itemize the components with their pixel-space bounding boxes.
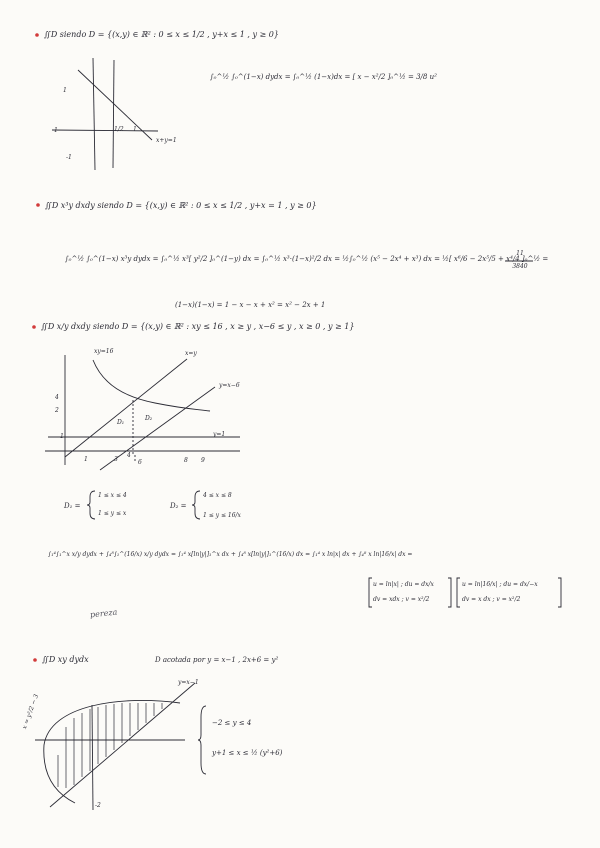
problem-2-side-note: (1−x)(1−x) = 1 − x − x + x² = x² − 2x + 1 bbox=[175, 301, 326, 309]
problem-3-work: ∫₁⁴∫₁^x x/y dydx + ∫₄⁸∫₁^(16/x) x/y dydx = ∫₁⁴ x[ln|y|]₁^x dx + ∫₄⁸ x[ln|y|]₁^(16/x) dx = ∫₁⁴ x ln|x| dx + ∫₄⁸ x ln|16/x| dx = bbox=[48, 551, 413, 558]
problem-3-statement: ∬D x/y dxdy siendo D = {(x,y) ∈ ℝ² : xy ≤ 16 , x ≥ y , x−6 ≤ y , x ≥ 0 , y ≥ 1} bbox=[41, 322, 355, 331]
graph-3-xtick-8: 8 bbox=[184, 457, 188, 464]
d2-label: D₂ = bbox=[170, 502, 187, 510]
d2-condition-b: 1 ≤ y ≤ 16/x bbox=[203, 512, 241, 519]
graph-3-xtick-9: 9 bbox=[201, 457, 205, 464]
graph-1-label-one-x: 1 bbox=[133, 126, 137, 133]
problem-4-statement: ∬D xy dydx bbox=[42, 655, 89, 664]
graph-3-label-yx6: y=x−6 bbox=[219, 382, 240, 389]
d1-label: D₁ = bbox=[64, 502, 81, 510]
graph-3-region-d2: D₂ bbox=[145, 415, 153, 422]
problem-1-work: ∫₀^½ ∫₀^(1−x) dydx = ∫₀^½ (1−x)dx = [ x − x²/2 ]₀^½ = 3/8 u² bbox=[210, 73, 437, 81]
problem-4-condition-y: −2 ≤ y ≤ 4 bbox=[212, 719, 252, 727]
sub2-line-b: dv = x dx ; v = x²/2 bbox=[462, 596, 521, 603]
graph-3-region-d1: D₁ bbox=[117, 419, 125, 426]
graph-1-label-half: 1/2 bbox=[114, 126, 124, 133]
d2-brace bbox=[192, 490, 202, 520]
graph-3-label-y1: y=1 bbox=[213, 431, 226, 438]
problem-4-condition-x: y+1 ≤ x ≤ ½ (y²+6) bbox=[212, 749, 283, 757]
graph-3 bbox=[45, 345, 245, 475]
problem-2-result-den: 3840 bbox=[512, 263, 528, 270]
graph-3-xtick-6: 6 bbox=[138, 459, 142, 466]
problem-4-brace bbox=[198, 705, 208, 775]
sub2-line-a: u = ln|16/x| ; du = dx/−x bbox=[462, 581, 538, 588]
graph-1-label-neg1: -1 bbox=[52, 127, 58, 134]
problem-4-bound: D acotada por y = x−1 , 2x+6 = y² bbox=[155, 656, 279, 664]
sub1-line-a: u = ln|x| ; du = dx/x bbox=[373, 581, 434, 588]
graph-3-label-yx: x=y bbox=[185, 350, 197, 357]
graph-1-line-label: x+y=1 bbox=[156, 137, 177, 144]
graph-1-label-1: 1 bbox=[63, 87, 67, 94]
graph-3-label-xy16: xy=16 bbox=[94, 348, 114, 355]
problem-2-statement: ∬D x³y dxdy siendo D = {(x,y) ∈ ℝ² : 0 ≤ x ≤ 1/2 , y+x = 1 , y ≥ 0} bbox=[45, 201, 317, 210]
graph-3-xtick-3: 3 bbox=[114, 456, 118, 463]
graph-1-label-neg1-b: -1 bbox=[66, 154, 72, 161]
d1-condition-a: 1 ≤ x ≤ 4 bbox=[98, 492, 127, 499]
graph-3-xtick-1: 1 bbox=[84, 456, 88, 463]
graph-4-label-neg2: -2 bbox=[95, 802, 101, 809]
sub1-line-b: dv = xdx ; v = x²/2 bbox=[373, 596, 430, 603]
d1-condition-b: 1 ≤ y ≤ x bbox=[98, 510, 127, 517]
graph-4 bbox=[30, 675, 190, 815]
problem-2-result-num: 11 bbox=[516, 250, 524, 257]
graph-3-ytick-1: 1 bbox=[60, 433, 64, 440]
graph-4-label-line: y=x−1 bbox=[178, 679, 199, 686]
graph-3-xtick-4: 4 bbox=[127, 452, 131, 459]
d2-condition-a: 4 ≤ x ≤ 8 bbox=[203, 492, 232, 499]
graph-4-label-parabola: x = y²/2 − 3 bbox=[21, 693, 41, 731]
graph-3-ytick-2: 2 bbox=[55, 407, 59, 414]
problem-1-statement: ∬D siendo D = {(x,y) ∈ ℝ² : 0 ≤ x ≤ 1/2 , y+x ≤ 1 , y ≥ 0} bbox=[44, 30, 279, 39]
graph-1 bbox=[40, 58, 200, 178]
d1-brace bbox=[87, 490, 97, 520]
graph-3-ytick-4: 4 bbox=[55, 394, 59, 401]
problem-2-work: ∫₀^½ ∫₀^(1−x) x³y dydx = ∫₀^½ x³[ y²/2 ]₀^(1−y) dx = ∫₀^½ x³·(1−x)²/2 dx = ½∫₀^½ (x⁵ − 2x⁴ + x³) dx = ½[ x⁶/6 − 2x⁵/5 + x⁴/4 ]₀^½ = bbox=[65, 255, 549, 263]
note-pereza: pereza bbox=[89, 607, 118, 620]
